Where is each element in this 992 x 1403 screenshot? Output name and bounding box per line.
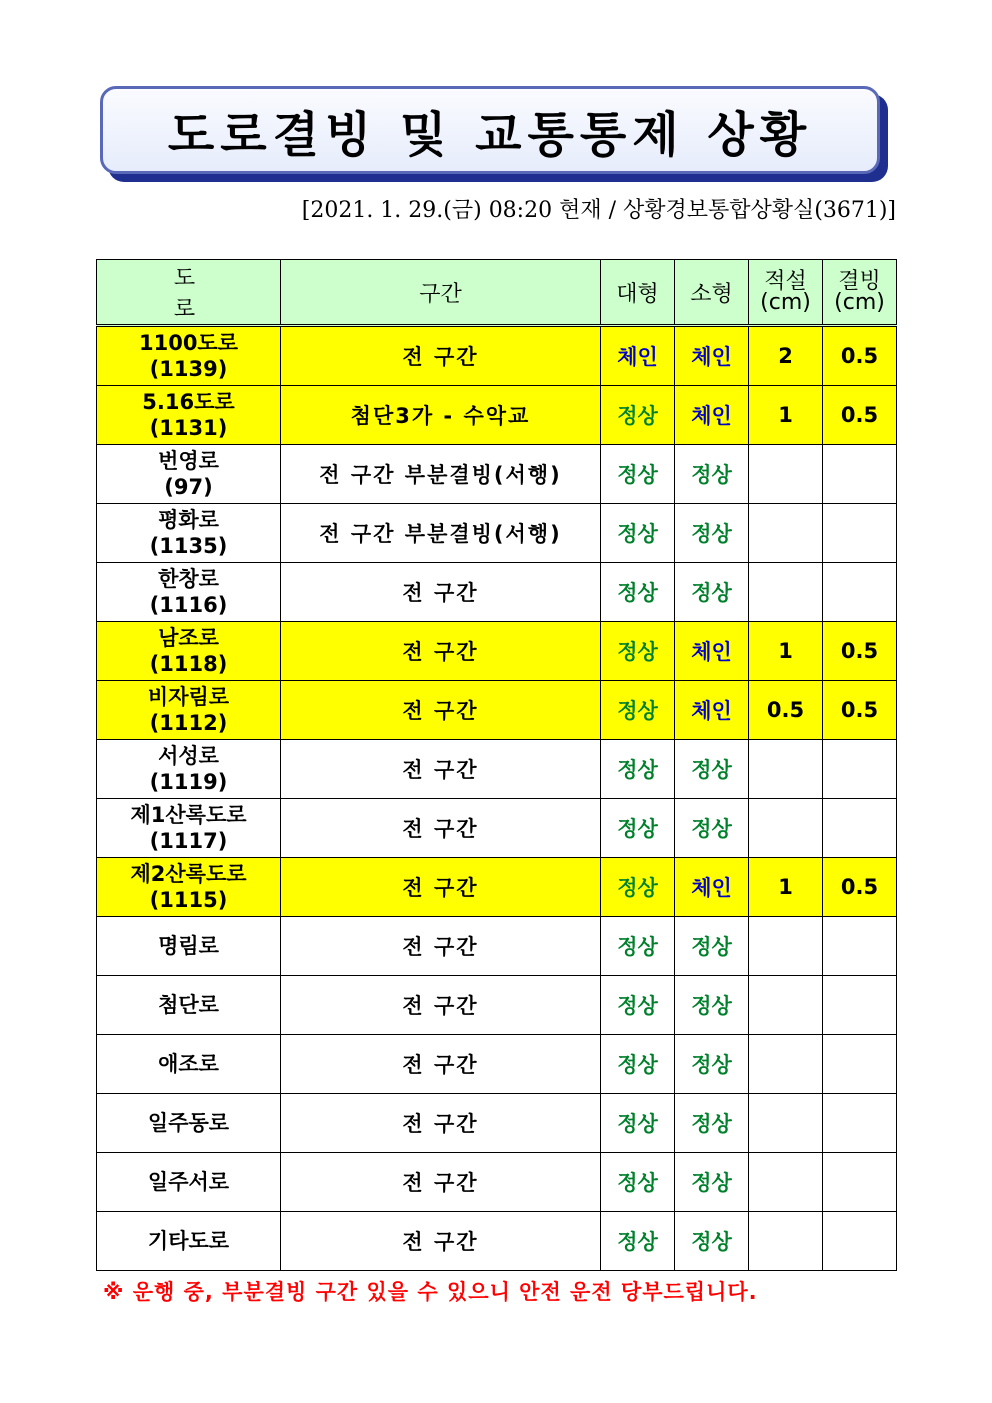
snow-depth-cell bbox=[749, 563, 823, 622]
large-vehicle-status: 체인 bbox=[601, 326, 675, 386]
small-vehicle-status: 정상 bbox=[675, 445, 749, 504]
table-row bbox=[97, 622, 897, 681]
road-name: 1100도로 bbox=[138, 331, 239, 355]
road-cell bbox=[97, 740, 281, 799]
road-number: (1118) bbox=[149, 652, 228, 676]
road-name: 기타도로 bbox=[147, 1229, 230, 1253]
title-banner-box bbox=[100, 86, 880, 174]
section-cell: 전 구간 bbox=[281, 563, 601, 622]
large-vehicle-status: 정상 bbox=[601, 563, 675, 622]
section-cell: 전 구간 bbox=[281, 740, 601, 799]
large-vehicle-status: 정상 bbox=[601, 740, 675, 799]
section-cell: 전 구간 bbox=[281, 976, 601, 1035]
road-number: (1116) bbox=[149, 593, 228, 617]
large-vehicle-status: 정상 bbox=[601, 799, 675, 858]
road-cell bbox=[97, 622, 281, 681]
ice-depth-cell bbox=[823, 976, 897, 1035]
table-row bbox=[97, 1094, 897, 1153]
section-cell: 전 구간 bbox=[281, 1212, 601, 1271]
header-large-vehicle: 대형 bbox=[601, 260, 675, 326]
small-vehicle-status: 정상 bbox=[675, 504, 749, 563]
snow-depth-cell: 2 bbox=[749, 326, 823, 386]
small-vehicle-status: 정상 bbox=[675, 799, 749, 858]
road-name: 5.16도로 bbox=[142, 390, 235, 414]
small-vehicle-status: 정상 bbox=[675, 917, 749, 976]
road-number: (1131) bbox=[149, 416, 228, 440]
road-cell bbox=[97, 445, 281, 504]
ice-depth-cell bbox=[823, 1153, 897, 1212]
road-cell bbox=[97, 1212, 281, 1271]
table-row bbox=[97, 504, 897, 563]
small-vehicle-status: 정상 bbox=[675, 976, 749, 1035]
ice-depth-cell bbox=[823, 799, 897, 858]
snow-depth-cell bbox=[749, 917, 823, 976]
road-number: (1119) bbox=[149, 770, 228, 794]
road-number: (1117) bbox=[149, 829, 228, 853]
large-vehicle-status: 정상 bbox=[601, 504, 675, 563]
header-road: 도 로 bbox=[97, 260, 281, 326]
header-ice-unit: (cm) bbox=[834, 290, 885, 315]
header-small-vehicle: 소형 bbox=[675, 260, 749, 326]
ice-depth-cell bbox=[823, 1094, 897, 1153]
road-cell bbox=[97, 386, 281, 445]
road-name: 한창로 bbox=[158, 567, 219, 591]
table-row bbox=[97, 1153, 897, 1212]
report-timestamp: [2021. 1. 29.(금) 08:20 현재 / 상황경보통합상황실(3671)] bbox=[301, 198, 896, 223]
snow-depth-cell bbox=[749, 1094, 823, 1153]
road-name: 명림로 bbox=[158, 934, 219, 958]
page-title: 도로결빙 및 교통통제 상황 bbox=[167, 106, 813, 163]
table-header-row bbox=[97, 260, 897, 326]
road-cell bbox=[97, 326, 281, 386]
snow-depth-cell bbox=[749, 445, 823, 504]
ice-depth-cell: 0.5 bbox=[823, 326, 897, 386]
road-cell bbox=[97, 1094, 281, 1153]
table-row bbox=[97, 740, 897, 799]
road-name: 애조로 bbox=[158, 1052, 219, 1076]
large-vehicle-status: 정상 bbox=[601, 976, 675, 1035]
small-vehicle-status: 체인 bbox=[675, 681, 749, 740]
road-cell bbox=[97, 1035, 281, 1094]
ice-depth-cell bbox=[823, 740, 897, 799]
ice-depth-cell bbox=[823, 1212, 897, 1271]
large-vehicle-status: 정상 bbox=[601, 1153, 675, 1212]
small-vehicle-status: 체인 bbox=[675, 622, 749, 681]
road-cell bbox=[97, 858, 281, 917]
small-vehicle-status: 정상 bbox=[675, 1153, 749, 1212]
large-vehicle-status: 정상 bbox=[601, 386, 675, 445]
section-cell: 전 구간 bbox=[281, 1094, 601, 1153]
table-row bbox=[97, 681, 897, 740]
table-row bbox=[97, 1212, 897, 1271]
section-cell: 전 구간 bbox=[281, 1153, 601, 1212]
small-vehicle-status: 체인 bbox=[675, 386, 749, 445]
header-section: 구간 bbox=[281, 260, 601, 326]
small-vehicle-status: 체인 bbox=[675, 326, 749, 386]
section-cell: 전 구간 bbox=[281, 917, 601, 976]
header-snow bbox=[749, 260, 823, 326]
section-cell: 전 구간 bbox=[281, 1035, 601, 1094]
road-cell bbox=[97, 976, 281, 1035]
road-cell bbox=[97, 681, 281, 740]
table-row bbox=[97, 976, 897, 1035]
safety-notice: ※ 운행 중, 부분결빙 구간 있을 수 있으니 안전 운전 당부드립니다. bbox=[103, 1280, 758, 1304]
snow-depth-cell bbox=[749, 1035, 823, 1094]
snow-depth-cell bbox=[749, 799, 823, 858]
ice-depth-cell bbox=[823, 504, 897, 563]
section-cell: 전 구간 bbox=[281, 326, 601, 386]
road-name: 비자림로 bbox=[147, 685, 230, 709]
large-vehicle-status: 정상 bbox=[601, 1094, 675, 1153]
road-name: 번영로 bbox=[158, 449, 219, 473]
section-cell: 전 구간 bbox=[281, 799, 601, 858]
table-row bbox=[97, 386, 897, 445]
large-vehicle-status: 정상 bbox=[601, 917, 675, 976]
section-cell: 전 구간 bbox=[281, 681, 601, 740]
road-name: 평화로 bbox=[158, 508, 219, 532]
road-name: 일주동로 bbox=[147, 1111, 230, 1135]
large-vehicle-status: 정상 bbox=[601, 445, 675, 504]
ice-depth-cell bbox=[823, 917, 897, 976]
large-vehicle-status: 정상 bbox=[601, 1212, 675, 1271]
small-vehicle-status: 정상 bbox=[675, 563, 749, 622]
table-row bbox=[97, 917, 897, 976]
snow-depth-cell bbox=[749, 1212, 823, 1271]
table-row bbox=[97, 445, 897, 504]
road-name: 일주서로 bbox=[147, 1170, 230, 1194]
road-name: 남조로 bbox=[158, 626, 219, 650]
header-ice-label: 결빙 bbox=[838, 269, 881, 294]
table-row bbox=[97, 799, 897, 858]
small-vehicle-status: 정상 bbox=[675, 1212, 749, 1271]
ice-depth-cell: 0.5 bbox=[823, 858, 897, 917]
snow-depth-cell: 1 bbox=[749, 622, 823, 681]
ice-depth-cell bbox=[823, 445, 897, 504]
road-cell bbox=[97, 563, 281, 622]
title-banner bbox=[100, 86, 888, 182]
road-name: 서성로 bbox=[158, 744, 219, 768]
section-cell: 전 구간 부분결빙(서행) bbox=[281, 445, 601, 504]
small-vehicle-status: 정상 bbox=[675, 1094, 749, 1153]
road-cell bbox=[97, 917, 281, 976]
small-vehicle-status: 정상 bbox=[675, 740, 749, 799]
snow-depth-cell: 1 bbox=[749, 386, 823, 445]
road-number: (1135) bbox=[149, 534, 228, 558]
table-row bbox=[97, 563, 897, 622]
snow-depth-cell bbox=[749, 1153, 823, 1212]
ice-depth-cell: 0.5 bbox=[823, 681, 897, 740]
table-row bbox=[97, 326, 897, 386]
road-status-table bbox=[96, 259, 897, 1271]
small-vehicle-status: 체인 bbox=[675, 858, 749, 917]
road-name: 첨단로 bbox=[158, 993, 219, 1017]
table-body bbox=[97, 326, 897, 1271]
road-number: (1139) bbox=[149, 357, 228, 381]
large-vehicle-status: 정상 bbox=[601, 858, 675, 917]
road-name: 제2산록도로 bbox=[130, 862, 247, 886]
header-ice bbox=[823, 260, 897, 326]
table-row bbox=[97, 1035, 897, 1094]
snow-depth-cell: 1 bbox=[749, 858, 823, 917]
ice-depth-cell: 0.5 bbox=[823, 386, 897, 445]
road-cell bbox=[97, 1153, 281, 1212]
section-cell: 전 구간 bbox=[281, 622, 601, 681]
section-cell: 전 구간 부분결빙(서행) bbox=[281, 504, 601, 563]
snow-depth-cell bbox=[749, 976, 823, 1035]
section-cell: 첨단3가 - 수악교 bbox=[281, 386, 601, 445]
road-number: (1115) bbox=[149, 888, 228, 912]
large-vehicle-status: 정상 bbox=[601, 622, 675, 681]
snow-depth-cell bbox=[749, 504, 823, 563]
header-snow-label: 적설 bbox=[764, 269, 807, 294]
road-number: (1112) bbox=[149, 711, 228, 735]
snow-depth-cell: 0.5 bbox=[749, 681, 823, 740]
table-row bbox=[97, 858, 897, 917]
ice-depth-cell bbox=[823, 1035, 897, 1094]
large-vehicle-status: 정상 bbox=[601, 681, 675, 740]
road-cell bbox=[97, 504, 281, 563]
section-cell: 전 구간 bbox=[281, 858, 601, 917]
road-name: 제1산록도로 bbox=[130, 803, 247, 827]
ice-depth-cell bbox=[823, 563, 897, 622]
road-number: (97) bbox=[164, 475, 213, 499]
snow-depth-cell bbox=[749, 740, 823, 799]
road-cell bbox=[97, 799, 281, 858]
large-vehicle-status: 정상 bbox=[601, 1035, 675, 1094]
small-vehicle-status: 정상 bbox=[675, 1035, 749, 1094]
ice-depth-cell: 0.5 bbox=[823, 622, 897, 681]
header-snow-unit: (cm) bbox=[760, 290, 811, 315]
